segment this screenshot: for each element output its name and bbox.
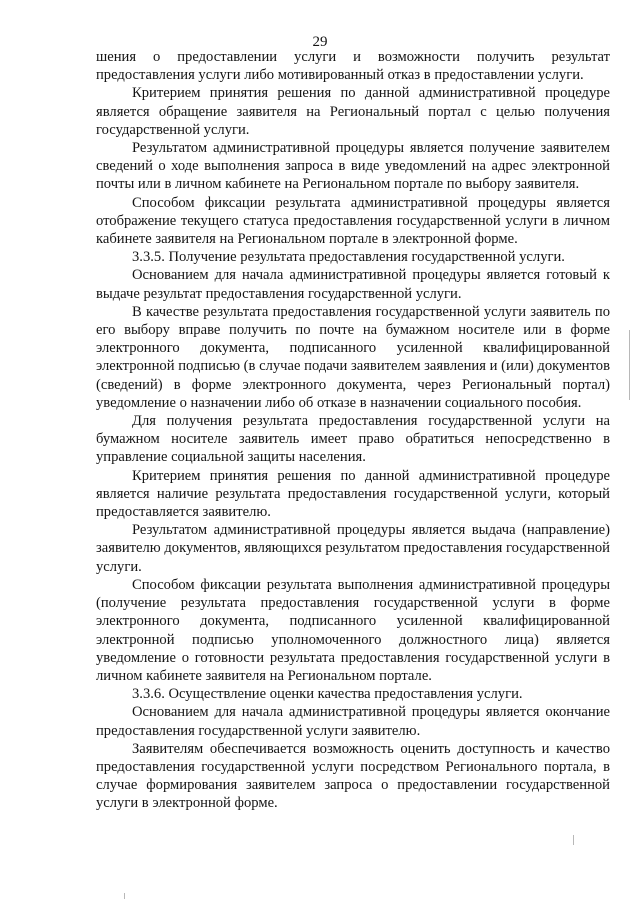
paragraph-result-documents-issued: Результатом административной процедуры является выдача (направление) заявителю документов, являющихся результатом предоставления государственной услуги. [96,522,610,575]
paragraph-basis-ready-result: Основанием для начала административной процедуры является готовый к выдаче результат предоставления государственной услуги. [96,267,610,302]
paragraph-decision-criterion-portal: Критерием принятия решения по данной административной процедуре является обращение заявителя на Региональный портал с целью получения государственной услуги. [96,85,610,138]
paragraph-fixation-status-display: Способом фиксации результата административной процедуры является отображение текущего статуса предоставления государственной услуги в личном кабинете заявителя на Региональном портале в электронной форме. [96,194,610,248]
paragraph-result-status-notifications: Результатом административной процедуры является получение заявителем сведений о ходе выполнения запроса в виде уведомлений на адрес электронной почты или в личном кабинете на Региональном портале по выбору заявителя. [96,140,610,193]
paragraph-result-delivery-options: В качестве результата предоставления государственной услуги заявитель по его выбору вправе получить по почте на бумажном носителе или в форме электронного документа, подписанного усиленной квалифицированной электронной подписью (в случае подачи заявителем заявления и (или) документов (сведений) в форме электронного документа, через Региональный портал) уведомление о назначении либо об отказе в назначении социального пособия. [96,303,610,411]
paragraph-decision-criterion-result: Критерием принятия решения по данной административной процедуре является наличие результата предоставления государственной услуги, который предоставляется заявителю. [96,467,610,521]
section-heading-3-3-5: 3.3.5. Получение результата предоставления государственной услуги. [132,249,565,266]
scan-mark-right [629,330,630,400]
paragraph-paper-result: Для получения результата предоставления государственной услуги на бумажном носителе заявитель имеет право обратиться непосредственно в управление социальной защиты населения. [96,413,610,466]
body-text [96,48,610,813]
page-number: 29 [312,34,328,50]
paragraph-basis-service-end: Основанием для начала административной процедуры является окончание предоставления государственной услуги заявителю. [96,704,610,739]
paragraph-continuation: шения о предоставлении услуги и возможности получить результат предоставления услуги либо мотивированный отказ в предоставлении услуги. [96,49,610,84]
section-heading-3-3-6: 3.3.6. Осуществление оценки качества предоставления услуги. [132,686,523,703]
paragraph-quality-assessment: Заявителям обеспечивается возможность оценить доступность и качество предоставления государственной услуги посредством Регионального портала, в случае формирования заявителем запроса о предоставлении государственной услуги в электронной форме. [96,740,610,812]
scan-mark-bottom [124,893,125,899]
scan-mark-lower-right [573,835,574,845]
paragraph-fixation-readiness-notice: Способом фиксации результата выполнения административной процедуры (получение результата предоставления государственной услуги в форме электронного документа, подписанного усиленной квалифицированной электронной подписью уполномоченного должностного лица) является уведомление о готовности результата предоставления государственной услуги в личном кабинете заявителя на Региональном портале. [96,576,610,684]
